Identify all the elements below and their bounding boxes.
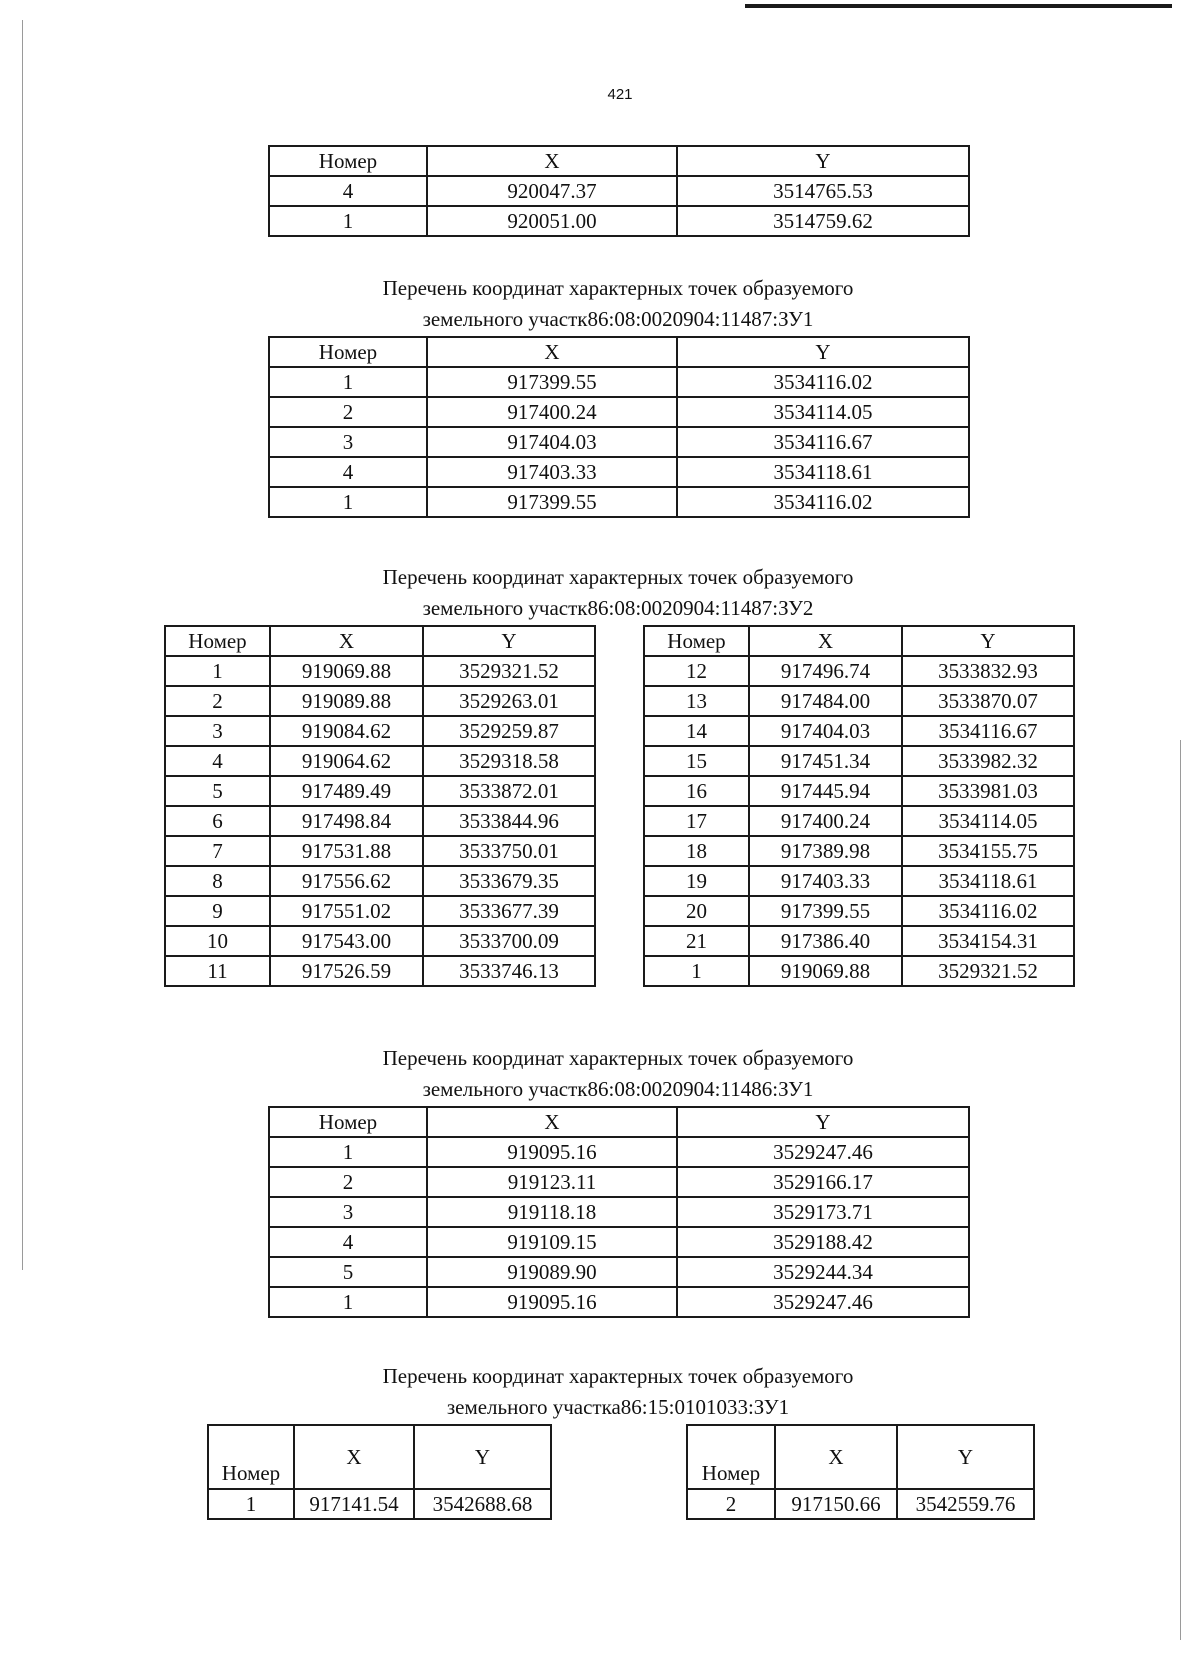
- header-number: Номер: [644, 626, 749, 656]
- cell-number: 1: [269, 1287, 427, 1317]
- table-row: [269, 427, 969, 457]
- cell-x: 919084.62: [270, 716, 423, 746]
- page-number: 421: [607, 86, 633, 103]
- cell-y: 3534118.61: [677, 457, 969, 487]
- cell-x: 919123.11: [427, 1167, 677, 1197]
- table-header-row: [644, 626, 1074, 656]
- cell-y: 3534154.31: [902, 926, 1074, 956]
- scan-edge-right: [1180, 740, 1181, 1640]
- table-row: [269, 1197, 969, 1227]
- cell-x: 917403.33: [427, 457, 677, 487]
- table-row: [644, 686, 1074, 716]
- cell-y: 3529247.46: [677, 1137, 969, 1167]
- coords-table-top: [268, 145, 970, 237]
- cell-number: 15: [644, 746, 749, 776]
- cell-y: 3533746.13: [423, 956, 595, 986]
- table-header-row: [687, 1425, 1034, 1489]
- table-row: [165, 896, 595, 926]
- cell-y: 3534155.75: [902, 836, 1074, 866]
- header-x: X: [270, 626, 423, 656]
- header-y: Y: [677, 337, 969, 367]
- cell-x: 917141.54: [294, 1489, 414, 1519]
- cell-y: 3514765.53: [677, 176, 969, 206]
- cell-number: 13: [644, 686, 749, 716]
- cell-number: 2: [269, 1167, 427, 1197]
- table-row: [269, 487, 969, 517]
- table-row: [644, 806, 1074, 836]
- table-row: [269, 176, 969, 206]
- table-row: [269, 1287, 969, 1317]
- table-row: [208, 1489, 551, 1519]
- cell-number: 19: [644, 866, 749, 896]
- cell-number: 17: [644, 806, 749, 836]
- cell-number: 6: [165, 806, 270, 836]
- cell-number: 1: [165, 656, 270, 686]
- table-row: [644, 746, 1074, 776]
- header-x: X: [749, 626, 902, 656]
- cell-number: 11: [165, 956, 270, 986]
- cell-y: 3529173.71: [677, 1197, 969, 1227]
- table-row: [644, 776, 1074, 806]
- scan-edge-left: [22, 20, 23, 1270]
- header-y: Y: [423, 626, 595, 656]
- table-header-row: [269, 1107, 969, 1137]
- cell-x: 917400.24: [749, 806, 902, 836]
- table-row: [165, 716, 595, 746]
- cell-x: 917399.55: [749, 896, 902, 926]
- caption-zu1-11486: Перечень координат характерных точек образуемого земельного участк86:08:0020904:11486:ЗУ1: [382, 1046, 854, 1101]
- table-header-row: [269, 146, 969, 176]
- cell-y: 3529188.42: [677, 1227, 969, 1257]
- cell-y: 3533981.03: [902, 776, 1074, 806]
- table-row: [687, 1489, 1034, 1519]
- cell-y: 3533677.39: [423, 896, 595, 926]
- cell-x: 920047.37: [427, 176, 677, 206]
- table-row: [165, 956, 595, 986]
- coords-table-zu1-0101033-left: [207, 1424, 552, 1520]
- cell-x: 919069.88: [749, 956, 902, 986]
- cell-y: 3534116.67: [902, 716, 1074, 746]
- cell-x: 917399.55: [427, 367, 677, 397]
- table-row: [644, 866, 1074, 896]
- cell-number: 4: [165, 746, 270, 776]
- table-row: [269, 1227, 969, 1257]
- table-row: [165, 926, 595, 956]
- cell-number: 16: [644, 776, 749, 806]
- cell-x: 919095.16: [427, 1137, 677, 1167]
- cell-number: 1: [269, 487, 427, 517]
- cell-number: 5: [165, 776, 270, 806]
- cell-x: 919118.18: [427, 1197, 677, 1227]
- cell-x: 917445.94: [749, 776, 902, 806]
- cell-x: 917489.49: [270, 776, 423, 806]
- cell-y: 3534118.61: [902, 866, 1074, 896]
- cell-y: 3542559.76: [897, 1489, 1034, 1519]
- table-row: [165, 776, 595, 806]
- cell-number: 12: [644, 656, 749, 686]
- table-header-row: [269, 337, 969, 367]
- cell-number: 4: [269, 176, 427, 206]
- table-row: [269, 457, 969, 487]
- cell-y: 3533870.07: [902, 686, 1074, 716]
- table-header-row: [165, 626, 595, 656]
- coords-table-zu1-11487: [268, 336, 970, 518]
- cell-y: 3529244.34: [677, 1257, 969, 1287]
- table-header-row: [208, 1425, 551, 1489]
- cell-y: 3529318.58: [423, 746, 595, 776]
- cell-x: 919064.62: [270, 746, 423, 776]
- cell-x: 917556.62: [270, 866, 423, 896]
- cell-y: 3514759.62: [677, 206, 969, 236]
- cell-y: 3534114.05: [902, 806, 1074, 836]
- table-row: [165, 806, 595, 836]
- cell-y: 3534116.02: [902, 896, 1074, 926]
- caption-zu2-11487: Перечень координат характерных точек образуемого земельного участк86:08:0020904:11487:ЗУ2: [382, 565, 854, 620]
- cell-x: 917150.66: [775, 1489, 897, 1519]
- header-x: X: [775, 1425, 897, 1489]
- cell-x: 917400.24: [427, 397, 677, 427]
- header-number: Номер: [687, 1425, 775, 1489]
- cell-number: 4: [269, 457, 427, 487]
- cell-x: 917543.00: [270, 926, 423, 956]
- cell-x: 919095.16: [427, 1287, 677, 1317]
- header-number: Номер: [165, 626, 270, 656]
- table-row: [644, 656, 1074, 686]
- cell-y: 3533832.93: [902, 656, 1074, 686]
- cell-x: 920051.00: [427, 206, 677, 236]
- cell-x: 917496.74: [749, 656, 902, 686]
- cell-x: 919089.90: [427, 1257, 677, 1287]
- table-row: [269, 1137, 969, 1167]
- cell-x: 917404.03: [749, 716, 902, 746]
- cell-y: 3533700.09: [423, 926, 595, 956]
- header-number: Номер: [208, 1425, 294, 1489]
- caption-zu1-0101033: Перечень координат характерных точек образуемого земельного участка86:15:0101033:ЗУ1: [382, 1364, 854, 1419]
- cell-number: 10: [165, 926, 270, 956]
- cell-number: 2: [165, 686, 270, 716]
- cell-number: 1: [269, 367, 427, 397]
- table-row: [165, 836, 595, 866]
- coords-table-zu1-11486: [268, 1106, 970, 1318]
- table-row: [165, 866, 595, 896]
- cell-x: 917451.34: [749, 746, 902, 776]
- cell-number: 1: [644, 956, 749, 986]
- cell-y: 3533750.01: [423, 836, 595, 866]
- table-row: [165, 686, 595, 716]
- cell-number: 2: [269, 397, 427, 427]
- header-y: Y: [677, 1107, 969, 1137]
- cell-number: 20: [644, 896, 749, 926]
- coords-table-zu1-0101033-right: [686, 1424, 1035, 1520]
- table-row: [165, 746, 595, 776]
- table-row: [165, 656, 595, 686]
- cell-number: 3: [269, 1197, 427, 1227]
- cell-y: 3534116.67: [677, 427, 969, 457]
- cell-x: 917399.55: [427, 487, 677, 517]
- cell-x: 917484.00: [749, 686, 902, 716]
- cell-number: 9: [165, 896, 270, 926]
- table-row: [644, 716, 1074, 746]
- table-row: [644, 926, 1074, 956]
- cell-number: 2: [687, 1489, 775, 1519]
- table-row: [644, 836, 1074, 866]
- header-x: X: [427, 337, 677, 367]
- header-x: X: [294, 1425, 414, 1489]
- header-y: Y: [897, 1425, 1034, 1489]
- header-y: Y: [414, 1425, 551, 1489]
- top-rule: [745, 4, 1172, 8]
- header-y: Y: [902, 626, 1074, 656]
- cell-y: 3529166.17: [677, 1167, 969, 1197]
- cell-number: 3: [269, 427, 427, 457]
- coords-table-zu2-11487-left: [164, 625, 596, 987]
- table-row: [644, 896, 1074, 926]
- header-y: Y: [677, 146, 969, 176]
- cell-x: 917498.84: [270, 806, 423, 836]
- cell-y: 3533872.01: [423, 776, 595, 806]
- header-x: X: [427, 1107, 677, 1137]
- cell-x: 917403.33: [749, 866, 902, 896]
- cell-number: 5: [269, 1257, 427, 1287]
- header-number: Номер: [269, 146, 427, 176]
- cell-number: 8: [165, 866, 270, 896]
- cell-number: 14: [644, 716, 749, 746]
- header-number: Номер: [269, 1107, 427, 1137]
- table-row: [269, 1257, 969, 1287]
- table-row: [269, 367, 969, 397]
- coords-table-zu2-11487-right: [643, 625, 1075, 987]
- cell-y: 3534116.02: [677, 367, 969, 397]
- cell-y: 3533982.32: [902, 746, 1074, 776]
- cell-number: 4: [269, 1227, 427, 1257]
- cell-y: 3533679.35: [423, 866, 595, 896]
- table-row: [269, 206, 969, 236]
- cell-x: 917551.02: [270, 896, 423, 926]
- cell-y: 3529321.52: [902, 956, 1074, 986]
- cell-y: 3534116.02: [677, 487, 969, 517]
- cell-number: 1: [269, 1137, 427, 1167]
- table-row: [269, 397, 969, 427]
- cell-y: 3534114.05: [677, 397, 969, 427]
- cell-x: 919109.15: [427, 1227, 677, 1257]
- cell-number: 3: [165, 716, 270, 746]
- cell-y: 3529263.01: [423, 686, 595, 716]
- cell-y: 3533844.96: [423, 806, 595, 836]
- cell-x: 917386.40: [749, 926, 902, 956]
- cell-y: 3542688.68: [414, 1489, 551, 1519]
- cell-number: 1: [208, 1489, 294, 1519]
- cell-number: 7: [165, 836, 270, 866]
- caption-zu1-11487: Перечень координат характерных точек образуемого земельного участк86:08:0020904:11487:ЗУ1: [382, 276, 854, 331]
- cell-x: 917404.03: [427, 427, 677, 457]
- header-x: X: [427, 146, 677, 176]
- table-row: [644, 956, 1074, 986]
- cell-number: 1: [269, 206, 427, 236]
- cell-number: 21: [644, 926, 749, 956]
- cell-x: 917526.59: [270, 956, 423, 986]
- cell-number: 18: [644, 836, 749, 866]
- table-row: [269, 1167, 969, 1197]
- cell-x: 917531.88: [270, 836, 423, 866]
- header-number: Номер: [269, 337, 427, 367]
- cell-x: 919089.88: [270, 686, 423, 716]
- cell-x: 919069.88: [270, 656, 423, 686]
- cell-x: 917389.98: [749, 836, 902, 866]
- cell-y: 3529321.52: [423, 656, 595, 686]
- cell-y: 3529247.46: [677, 1287, 969, 1317]
- cell-y: 3529259.87: [423, 716, 595, 746]
